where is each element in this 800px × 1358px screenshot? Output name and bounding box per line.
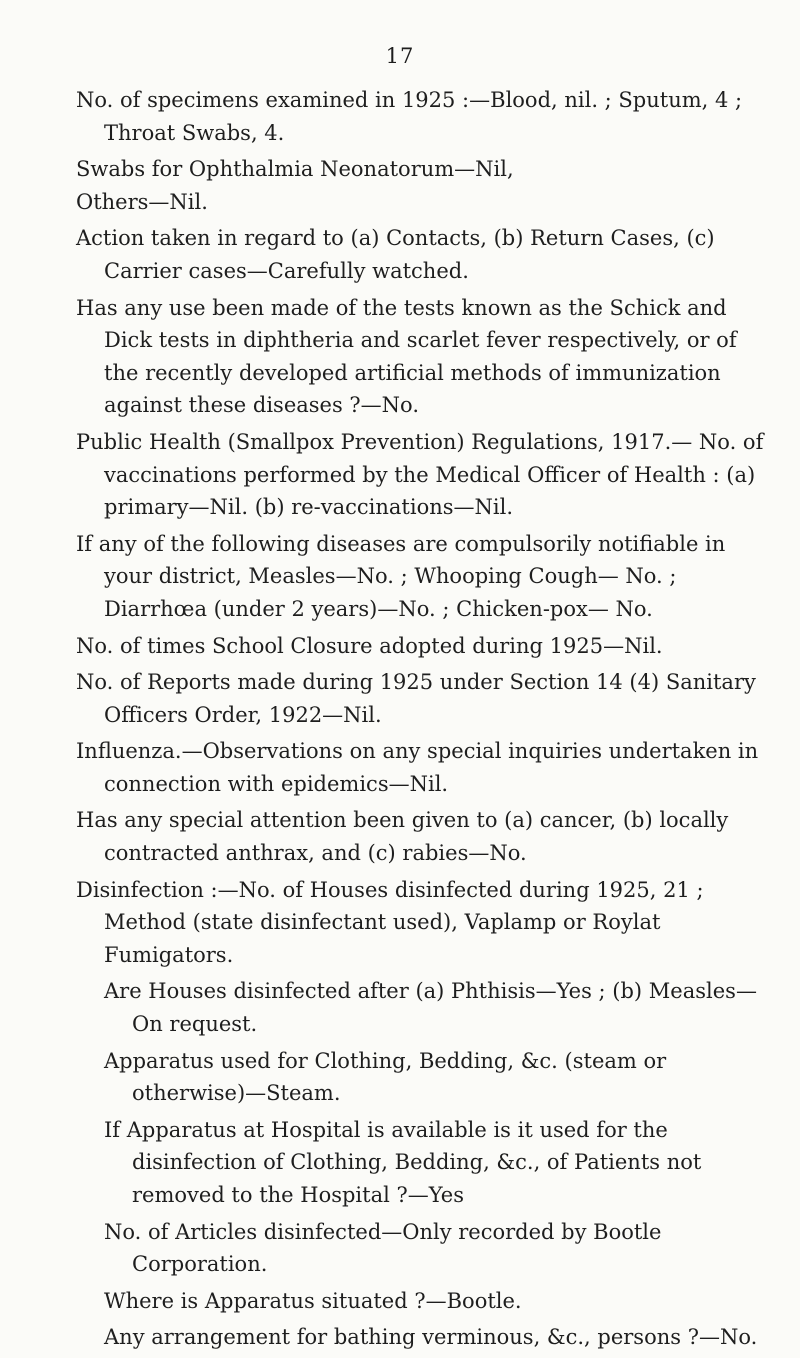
page-number: 17 [385, 44, 415, 68]
entry-action-taken: Action taken in regard to (a) Contacts, (b) Return Cases, (c) Carrier cases—Carefully watched. [76, 226, 715, 283]
document-body [76, 84, 766, 1358]
entry-others: Others—Nil. [76, 189, 208, 214]
entry-schick-dick-tests: Has any use been made of the tests known as the Schick and Dick tests in diphtheria and scarlet fever respectively, or of the recently developed artificial methods of immunization against these diseases ?—No. [76, 295, 737, 418]
entry-smallpox-regulations: Public Health (Smallpox Prevention) Regulations, 1917.— No. of vaccinations performed by the Medical Officer of Health : (a) primary—Nil. (b) re-vaccinations—Nil. [76, 429, 764, 520]
sub-entry-apparatus-clothing: Apparatus used for Clothing, Bedding, &c. (steam or otherwise)—Steam. [104, 1048, 667, 1106]
entry-influenza: Influenza.—Observations on any special inquiries undertaken in connection with epidemics—Nil. [76, 739, 759, 796]
entry-reports-section-14: No. of Reports made during 1925 under Section 14 (4) Sanitary Officers Order, 1922—Nil. [76, 670, 756, 727]
sub-entry-apparatus-location: Where is Apparatus situated ?—Bootle. [104, 1288, 522, 1313]
sub-entry-bathing-arrangement: Any arrangement for bathing verminous, &c., persons ?—No. [104, 1325, 758, 1350]
sub-entry-houses-disinfected: Are Houses disinfected after (a) Phthisis—Yes ; (b) Measles—On request. [104, 979, 757, 1037]
entry-special-attention: Has any special attention been given to (a) cancer, (b) locally contracted anthrax, and (c) rabies—No. [76, 808, 729, 866]
entry-disinfection: Disinfection :—No. of Houses disinfected during 1925, 21 ; Method (state disinfectant used), Vaplamp or Roylat Fumigators. [76, 877, 704, 967]
sub-entry-hospital-apparatus: If Apparatus at Hospital is available is it used for the disinfection of Clothing, Bedding, &c., of Patients not removed to the Hospital ?—Yes [104, 1117, 702, 1207]
entry-specimens: No. of specimens examined in 1925 :—Blood, nil. ; Sputum, 4 ; Throat Swabs, 4. [76, 88, 743, 145]
entry-school-closure: No. of times School Closure adopted during 1925—Nil. [76, 633, 663, 658]
entry-swabs-ophthalmia: Swabs for Ophthalmia Neonatorum—Nil, [76, 157, 514, 182]
entry-notifiable-diseases: If any of the following diseases are compulsorily notifiable in your district, Measles—No. ; Whooping Cough— No. ; Diarrhœa (under 2 years)—No. ; Chicken-pox— No. [76, 531, 726, 621]
sub-entry-articles-disinfected: No. of Articles disinfected—Only recorded by Bootle Corporation. [104, 1219, 662, 1277]
